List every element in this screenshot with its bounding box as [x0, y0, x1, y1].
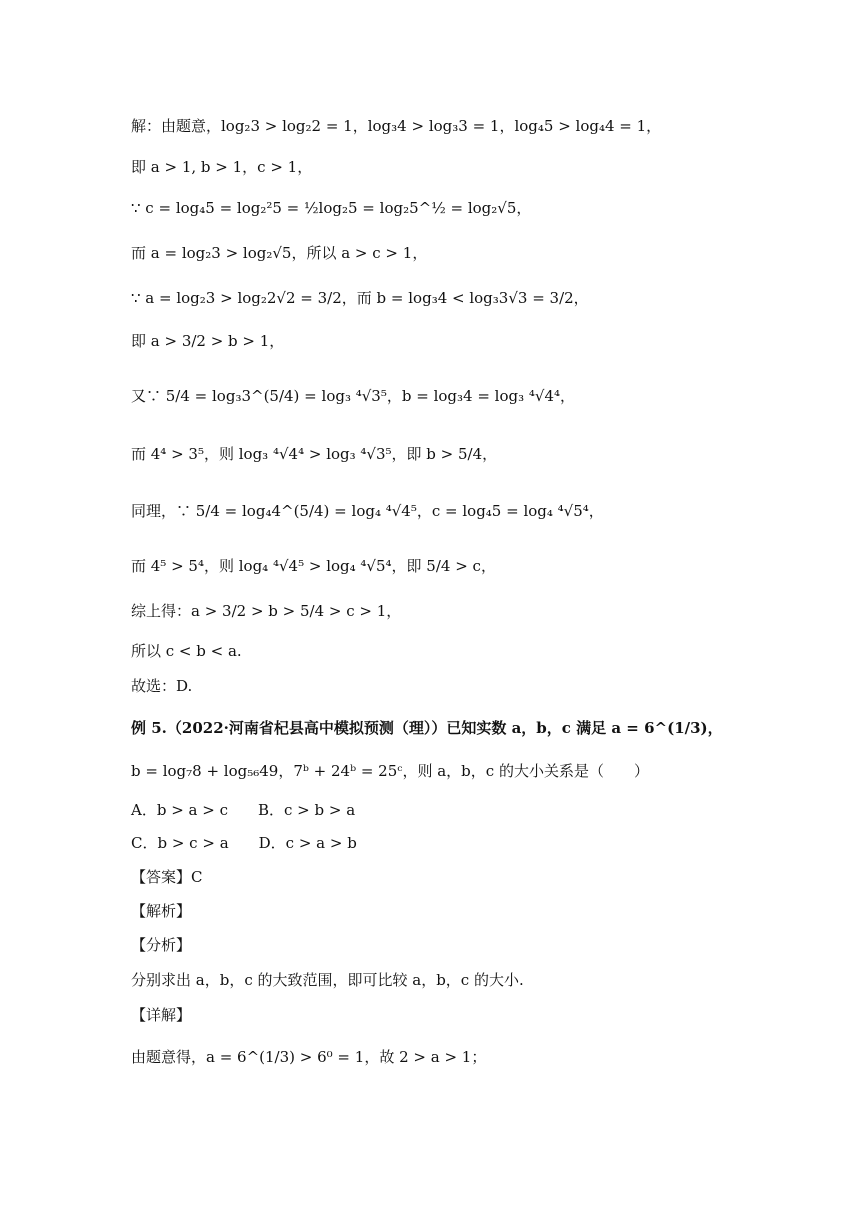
fenxi-heading: 【分析】: [131, 936, 192, 954]
analysis-heading: 【解析】: [131, 902, 192, 920]
example-5-condition: b = log₇8 + log₅₆49，7ᵇ + 24ᵇ = 25ᶜ，则 a，b，c 的大小关系是（ ）: [131, 762, 649, 780]
answer-label: 【答案】C: [131, 868, 203, 886]
fenxi-text: 分别求出 a，b，c 的大致范围，即可比较 a，b，c 的大小.: [131, 971, 524, 989]
solution-line-2: 即 a > 1, b > 1，c > 1，: [131, 158, 313, 176]
option-row-ab: A．b > a > c B．c > b > a: [131, 801, 356, 819]
solution-line-6: 即 a > 3/2 > b > 1，: [131, 332, 285, 350]
answer-choice-line: 故选：D.: [131, 677, 193, 695]
solution-summary: 综上得：a > 3/2 > b > 5/4 > c > 1，: [131, 602, 402, 620]
solution-line-1: 解：由题意，log₂3 > log₂2 = 1，log₃4 > log₃3 = 1，log₄5 > log₄4 = 1，: [131, 117, 662, 135]
solution-line-10: 而 4⁵ > 5⁴，则 log₄ ⁴√4⁵ > log₄ ⁴√5⁴，即 5/4 > c，: [131, 557, 496, 575]
solution-line-8: 而 4⁴ > 3⁵，则 log₃ ⁴√4⁴ > log₃ ⁴√3⁵，即 b > 5/4，: [131, 445, 498, 463]
solution-conclusion: 所以 c < b < a.: [131, 642, 242, 660]
solution-line-9: 同理，∵ 5/4 = log₄4^(5/4) = log₄ ⁴√4⁵，c = log₄5 = log₄ ⁴√5⁴，: [131, 502, 604, 520]
detail-text: 由题意得，a = 6^(1/3) > 6⁰ = 1，故 2 > a > 1；: [131, 1048, 487, 1066]
solution-line-4: 而 a = log₂3 > log₂√5，所以 a > c > 1，: [131, 244, 428, 262]
solution-line-5: ∵ a = log₂3 > log₂2√2 = 3/2，而 b = log₃4 < log₃3√3 = 3/2，: [131, 289, 589, 307]
detail-heading: 【详解】: [131, 1006, 192, 1024]
solution-line-3: ∵ c = log₄5 = log₂²5 = ½log₂5 = log₂5^½ = log₂√5，: [131, 199, 532, 217]
example-5-heading: 例 5.（2022·河南省杞县高中模拟预测（理））已知实数 a，b，c 满足 a = 6^(1/3)，: [131, 719, 723, 737]
solution-line-7: 又∵ 5/4 = log₃3^(5/4) = log₃ ⁴√3⁵，b = log₃4 = log₃ ⁴√4⁴，: [131, 387, 575, 405]
option-row-cd: C．b > c > a D．c > a > b: [131, 834, 357, 852]
